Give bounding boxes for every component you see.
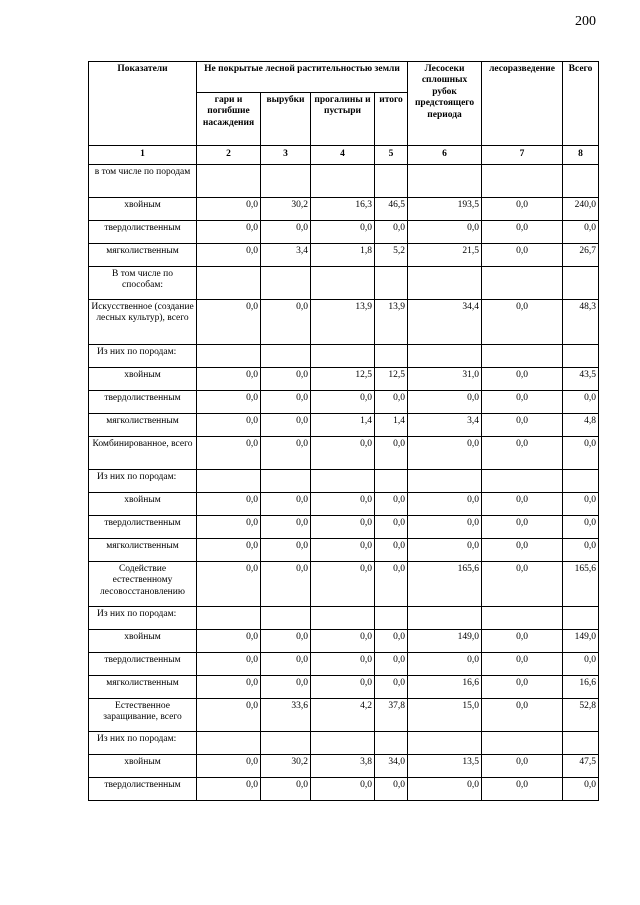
row-label: хвойным [89, 630, 197, 653]
row-label: Комбинированное, всего [89, 437, 197, 470]
table-row [89, 676, 599, 699]
header-glades-wastelands: прогалины и пустыри [311, 93, 375, 146]
value-cell [375, 607, 408, 630]
row-label: мягколиственным [89, 676, 197, 699]
row-label: мягколиственным [89, 414, 197, 437]
row-label: Из них по породам: [89, 607, 197, 630]
value-cell: 0,0 [408, 539, 482, 562]
value-cell [197, 267, 261, 300]
value-cell: 0,0 [261, 221, 311, 244]
value-cell [563, 732, 599, 755]
row-label: хвойным [89, 755, 197, 778]
value-cell: 0,0 [375, 539, 408, 562]
value-cell: 0,0 [261, 562, 311, 607]
value-cell [482, 732, 563, 755]
table-row [89, 778, 599, 801]
value-cell: 0,0 [375, 437, 408, 470]
column-number: 7 [482, 146, 563, 165]
row-label: В том числе по способам: [89, 267, 197, 300]
row-label: Из них по породам: [89, 345, 197, 368]
value-cell: 16,6 [563, 676, 599, 699]
column-number: 2 [197, 146, 261, 165]
value-cell: 46,5 [375, 198, 408, 221]
value-cell: 0,0 [197, 300, 261, 345]
value-cell [261, 267, 311, 300]
column-number: 8 [563, 146, 599, 165]
value-cell: 43,5 [563, 368, 599, 391]
value-cell: 0,0 [482, 244, 563, 267]
row-label: твердолиственным [89, 516, 197, 539]
value-cell [197, 732, 261, 755]
value-cell [311, 165, 375, 198]
value-cell [408, 732, 482, 755]
value-cell [408, 165, 482, 198]
value-cell [408, 607, 482, 630]
value-cell: 0,0 [311, 630, 375, 653]
value-cell: 149,0 [563, 630, 599, 653]
value-cell [197, 607, 261, 630]
table-row [89, 516, 599, 539]
value-cell: 0,0 [261, 653, 311, 676]
value-cell: 12,5 [375, 368, 408, 391]
row-label: хвойным [89, 493, 197, 516]
row-label: мягколиственным [89, 244, 197, 267]
value-cell: 13,5 [408, 755, 482, 778]
value-cell: 0,0 [482, 300, 563, 345]
value-cell: 0,0 [197, 539, 261, 562]
header-not-covered-lands: Не покрытые лесной растительностью земли [197, 62, 408, 93]
value-cell: 0,0 [375, 221, 408, 244]
value-cell: 0,0 [408, 221, 482, 244]
value-cell [197, 165, 261, 198]
value-cell: 165,6 [563, 562, 599, 607]
value-cell [482, 470, 563, 493]
value-cell: 48,3 [563, 300, 599, 345]
page-number: 200 [575, 14, 596, 29]
value-cell: 193,5 [408, 198, 482, 221]
value-cell [311, 732, 375, 755]
value-cell: 34,4 [408, 300, 482, 345]
value-cell: 13,9 [375, 300, 408, 345]
value-cell: 0,0 [261, 630, 311, 653]
value-cell: 240,0 [563, 198, 599, 221]
value-cell [261, 345, 311, 368]
value-cell: 0,0 [311, 391, 375, 414]
forest-data-table [88, 61, 599, 801]
table-row [89, 630, 599, 653]
value-cell: 0,0 [482, 368, 563, 391]
value-cell: 0,0 [482, 493, 563, 516]
value-cell: 0,0 [311, 493, 375, 516]
value-cell: 3,8 [311, 755, 375, 778]
value-cell: 165,6 [408, 562, 482, 607]
value-cell: 0,0 [197, 676, 261, 699]
value-cell: 0,0 [261, 539, 311, 562]
value-cell: 15,0 [408, 699, 482, 732]
value-cell: 26,7 [563, 244, 599, 267]
row-label: Естественное заращивание, всего [89, 699, 197, 732]
row-label: Искусственное (создание лесных культур), всего [89, 300, 197, 345]
value-cell [482, 345, 563, 368]
value-cell: 0,0 [197, 198, 261, 221]
value-cell: 3,4 [261, 244, 311, 267]
value-cell: 0,0 [197, 244, 261, 267]
value-cell: 0,0 [563, 516, 599, 539]
value-cell: 37,8 [375, 699, 408, 732]
header-indicators: Показатели [89, 62, 197, 146]
row-label: твердолиственным [89, 653, 197, 676]
value-cell: 0,0 [408, 437, 482, 470]
value-cell: 0,0 [311, 778, 375, 801]
row-label: хвойным [89, 368, 197, 391]
value-cell [311, 345, 375, 368]
row-label: Содействие естественному лесовосстановлению [89, 562, 197, 607]
row-label: в том числе по породам [89, 165, 197, 198]
value-cell: 0,0 [482, 755, 563, 778]
value-cell: 0,0 [311, 437, 375, 470]
row-label: твердолиственным [89, 778, 197, 801]
value-cell: 0,0 [375, 630, 408, 653]
value-cell [563, 607, 599, 630]
value-cell [261, 607, 311, 630]
table-row [89, 732, 599, 755]
value-cell: 5,2 [375, 244, 408, 267]
value-cell: 0,0 [482, 699, 563, 732]
header-clearings: вырубки [261, 93, 311, 146]
value-cell [261, 732, 311, 755]
value-cell: 16,6 [408, 676, 482, 699]
value-cell: 0,0 [482, 676, 563, 699]
value-cell: 0,0 [261, 516, 311, 539]
table-row [89, 539, 599, 562]
table-row [89, 391, 599, 414]
value-cell: 0,0 [563, 391, 599, 414]
table-row [89, 345, 599, 368]
value-cell: 0,0 [482, 221, 563, 244]
value-cell: 47,5 [563, 755, 599, 778]
value-cell: 0,0 [375, 516, 408, 539]
value-cell [482, 267, 563, 300]
value-cell: 1,4 [375, 414, 408, 437]
table-row [89, 470, 599, 493]
value-cell: 0,0 [261, 676, 311, 699]
value-cell: 0,0 [197, 437, 261, 470]
value-cell: 0,0 [197, 391, 261, 414]
value-cell: 0,0 [375, 562, 408, 607]
value-cell [375, 267, 408, 300]
value-cell: 31,0 [408, 368, 482, 391]
value-cell [311, 267, 375, 300]
value-cell: 0,0 [311, 221, 375, 244]
value-cell: 0,0 [197, 699, 261, 732]
value-cell: 13,9 [311, 300, 375, 345]
value-cell: 0,0 [375, 653, 408, 676]
value-cell: 0,0 [197, 755, 261, 778]
value-cell [375, 732, 408, 755]
value-cell [563, 267, 599, 300]
value-cell: 1,8 [311, 244, 375, 267]
value-cell: 0,0 [311, 539, 375, 562]
value-cell: 0,0 [563, 493, 599, 516]
value-cell: 0,0 [408, 493, 482, 516]
value-cell: 0,0 [563, 653, 599, 676]
table-row [89, 493, 599, 516]
header-subtotal: итого [375, 93, 408, 146]
value-cell: 0,0 [261, 300, 311, 345]
table-row [89, 699, 599, 732]
value-cell: 0,0 [197, 516, 261, 539]
value-cell [375, 345, 408, 368]
value-cell: 149,0 [408, 630, 482, 653]
column-number: 6 [408, 146, 482, 165]
table-row [89, 221, 599, 244]
value-cell: 0,0 [197, 414, 261, 437]
value-cell: 0,0 [311, 653, 375, 676]
value-cell: 0,0 [197, 221, 261, 244]
value-cell: 4,8 [563, 414, 599, 437]
value-cell [482, 165, 563, 198]
value-cell: 0,0 [482, 414, 563, 437]
value-cell: 0,0 [261, 437, 311, 470]
value-cell: 0,0 [482, 562, 563, 607]
value-cell: 0,0 [408, 778, 482, 801]
header-cutting-areas: Лесосеки сплошных рубок предстоящего периода [408, 62, 482, 146]
value-cell: 0,0 [375, 391, 408, 414]
column-number: 4 [311, 146, 375, 165]
header-total: Всего [563, 62, 599, 146]
value-cell [408, 267, 482, 300]
value-cell: 33,6 [261, 699, 311, 732]
header-burned-dead-stands: гари и погибшие насаждения [197, 93, 261, 146]
value-cell [375, 470, 408, 493]
value-cell: 0,0 [482, 391, 563, 414]
table-row [89, 414, 599, 437]
value-cell: 0,0 [197, 630, 261, 653]
value-cell [197, 470, 261, 493]
value-cell: 30,2 [261, 198, 311, 221]
value-cell: 0,0 [375, 493, 408, 516]
value-cell: 0,0 [482, 198, 563, 221]
value-cell: 21,5 [408, 244, 482, 267]
value-cell: 0,0 [482, 778, 563, 801]
value-cell: 0,0 [482, 539, 563, 562]
table-row [89, 267, 599, 300]
column-number: 1 [89, 146, 197, 165]
value-cell: 1,4 [311, 414, 375, 437]
row-label: хвойным [89, 198, 197, 221]
value-cell: 0,0 [563, 221, 599, 244]
value-cell: 0,0 [197, 778, 261, 801]
value-cell: 0,0 [197, 493, 261, 516]
value-cell [375, 165, 408, 198]
value-cell [482, 607, 563, 630]
value-cell: 0,0 [482, 516, 563, 539]
table-row [89, 437, 599, 470]
table-row [89, 300, 599, 345]
value-cell: 0,0 [261, 778, 311, 801]
value-cell: 34,0 [375, 755, 408, 778]
table-row [89, 607, 599, 630]
table-row [89, 755, 599, 778]
value-cell: 0,0 [311, 562, 375, 607]
value-cell [197, 345, 261, 368]
row-label: твердолиственным [89, 391, 197, 414]
value-cell: 0,0 [482, 437, 563, 470]
table-row [89, 165, 599, 198]
table-row [89, 653, 599, 676]
value-cell: 0,0 [311, 516, 375, 539]
table-row [89, 198, 599, 221]
value-cell: 30,2 [261, 755, 311, 778]
value-cell [408, 345, 482, 368]
row-label: мягколиственным [89, 539, 197, 562]
value-cell [408, 470, 482, 493]
value-cell: 0,0 [408, 516, 482, 539]
value-cell: 0,0 [482, 653, 563, 676]
row-label: твердолиственным [89, 221, 197, 244]
value-cell [563, 470, 599, 493]
value-cell: 0,0 [261, 368, 311, 391]
header-afforestation: лесоразведение [482, 62, 563, 146]
value-cell: 0,0 [197, 653, 261, 676]
value-cell: 0,0 [563, 437, 599, 470]
value-cell: 16,3 [311, 198, 375, 221]
value-cell: 0,0 [482, 630, 563, 653]
value-cell [563, 165, 599, 198]
table-row [89, 244, 599, 267]
value-cell [261, 470, 311, 493]
value-cell: 0,0 [408, 391, 482, 414]
value-cell: 0,0 [563, 778, 599, 801]
value-cell: 3,4 [408, 414, 482, 437]
value-cell: 12,5 [311, 368, 375, 391]
value-cell: 0,0 [563, 539, 599, 562]
value-cell: 0,0 [375, 676, 408, 699]
value-cell: 0,0 [261, 391, 311, 414]
value-cell [311, 470, 375, 493]
value-cell [311, 607, 375, 630]
value-cell: 0,0 [261, 493, 311, 516]
table-row [89, 562, 599, 607]
value-cell: 0,0 [197, 368, 261, 391]
column-numbers-row [89, 146, 599, 165]
table-row [89, 368, 599, 391]
value-cell [261, 165, 311, 198]
value-cell: 0,0 [408, 653, 482, 676]
row-label: Из них по породам: [89, 732, 197, 755]
row-label: Из них по породам: [89, 470, 197, 493]
value-cell [563, 345, 599, 368]
value-cell: 4,2 [311, 699, 375, 732]
value-cell: 0,0 [197, 562, 261, 607]
value-cell: 0,0 [311, 676, 375, 699]
column-number: 5 [375, 146, 408, 165]
value-cell: 0,0 [375, 778, 408, 801]
column-number: 3 [261, 146, 311, 165]
value-cell: 52,8 [563, 699, 599, 732]
value-cell: 0,0 [261, 414, 311, 437]
